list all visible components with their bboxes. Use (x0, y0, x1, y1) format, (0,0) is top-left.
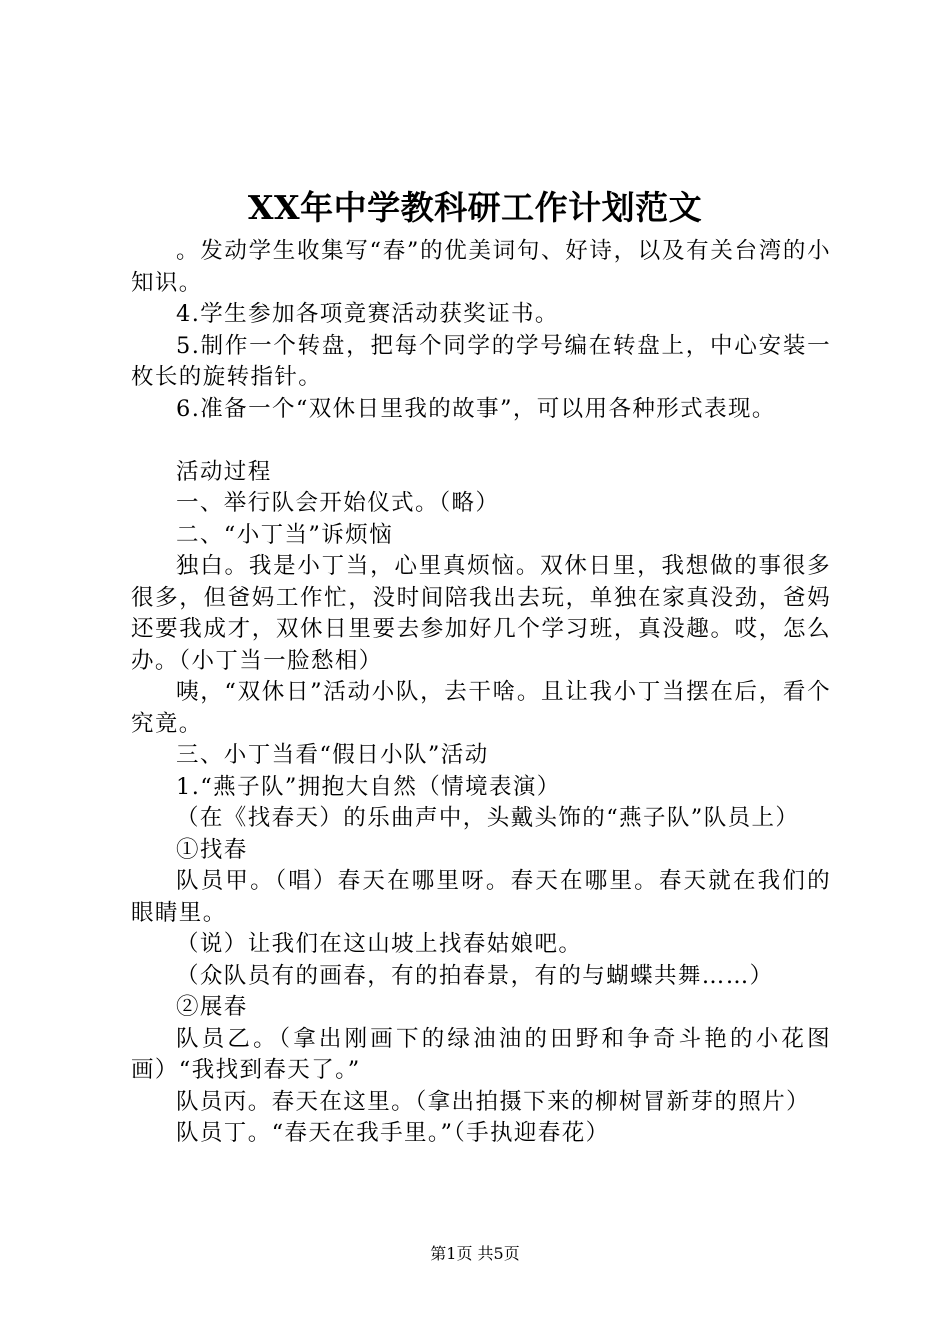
section-heading: 活动过程 (176, 458, 272, 485)
paragraph: 队员甲。（唱）春天在哪里呀。春天在哪里。春天就在我们的眼睛里。 (131, 868, 831, 926)
paragraph: 队员丙。春天在这里。（拿出拍摄下来的柳树冒新芽的照片） (176, 1088, 811, 1115)
paragraph: 5.制作一个转盘，把每个同学的学号编在转盘上，中心安装一枚长的旋转指针。 (131, 332, 831, 390)
paragraph: 三、小丁当看“假日小队”活动 (176, 742, 489, 768)
paragraph: 6.准备一个“双休日里我的故事”，可以用各种形式表现。 (176, 395, 776, 422)
paragraph: 队员丁。“春天在我手里。”（手执迎春花） (176, 1120, 610, 1146)
paragraph: 。发动学生收集写“春”的优美词句、好诗，以及有关台湾的小知识。 (131, 238, 831, 296)
document-body (131, 236, 831, 1150)
blank-line (131, 425, 831, 457)
paragraph: 咦，“双休日”活动小队，去干啥。且让我小丁当摆在后，看个究竟。 (131, 679, 831, 737)
paragraph: （在《找春天）的乐曲声中，头戴头饰的“燕子队”队员上） (176, 805, 800, 831)
paragraph: ②展春 (176, 994, 248, 1020)
paragraph: 二、“小丁当”诉烦恼 (176, 521, 394, 548)
paragraph: 1.“燕子队”拥抱大自然（情境表演） (176, 773, 561, 800)
paragraph: ①找春 (176, 836, 248, 863)
paragraph: （众队员有的画春，有的拍春景，有的与蝴蝶共舞……） (176, 962, 774, 989)
page-footer: 第1页 共5页 (430, 1244, 520, 1263)
paragraph: 一、举行队会开始仪式。（略） (176, 490, 500, 516)
paragraph: （说）让我们在这山坡上找春姑娘吧。 (176, 931, 583, 957)
paragraph: 队员乙。（拿出刚画下的绿油油的田野和争奇斗艳的小花图画）“我找到春天了。” (131, 1025, 831, 1083)
paragraph: 独白。我是小丁当，心里真烦恼。双休日里，我想做的事很多很多，但爸妈工作忙，没时间陪我出去玩，单独在家真没劲，爸妈还要我成才，双休日里要去参加好几个学习班，真没趣。哎，怎么办。（小丁当一脸愁相） (131, 553, 831, 674)
paragraph: 4.学生参加各项竟赛活动获奖证书。 (176, 301, 559, 327)
document-title: XX年中学教科研工作计划范文 (247, 188, 703, 227)
